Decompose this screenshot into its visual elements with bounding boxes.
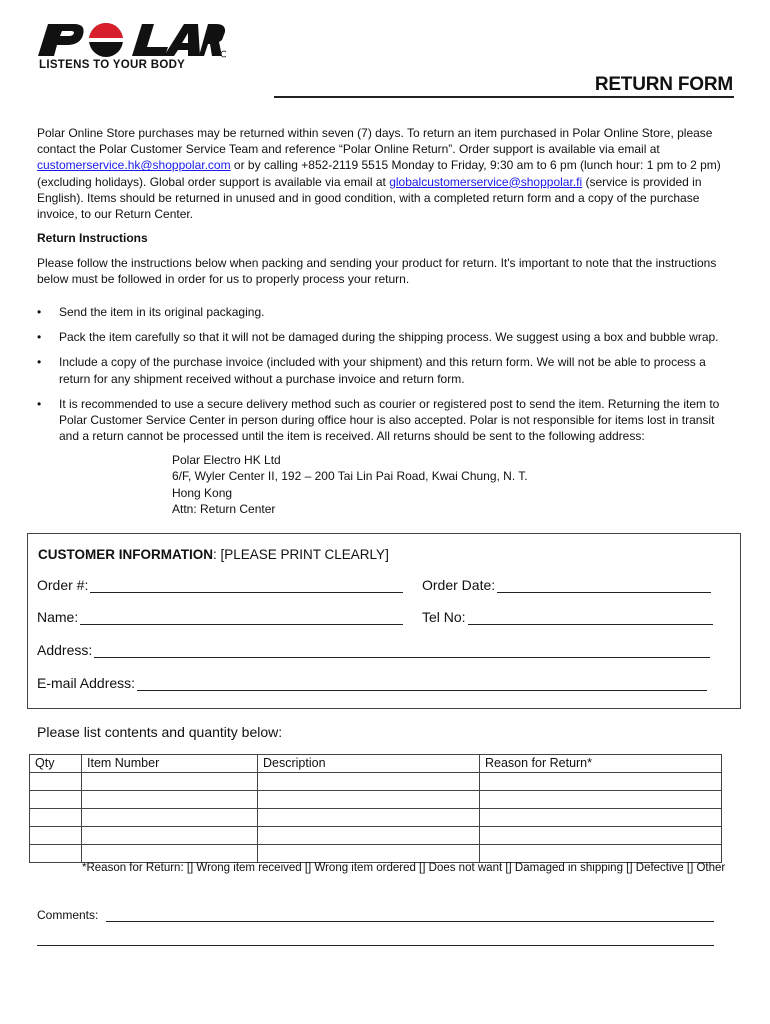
- form-title: RETURN FORM: [594, 74, 733, 95]
- table-row: [30, 791, 722, 809]
- address-line: Hong Kong: [172, 485, 233, 500]
- table-cell[interactable]: [30, 809, 82, 827]
- bullet-icon: •: [37, 305, 42, 319]
- table-cell[interactable]: [30, 845, 82, 863]
- list-item: • Pack the item carefully so that it will not be damaged during the shipping process. We suggest using a box and bubble wrap.: [37, 330, 719, 345]
- list-item: • It is recommended to use a secure delivery method such as courier or registered post to send the item. Returning the item to Polar Customer Service Center in person during office hour is also accepted. Polar is not responsible for items lost in transit and a return cannot be processed until the item is received. All returns should be sent to the following address:: [37, 396, 720, 444]
- table-cell[interactable]: [82, 845, 258, 863]
- brand-tagline: LISTENS TO YOUR BODY: [39, 59, 186, 71]
- column-header-item-number: Item Number: [82, 755, 258, 773]
- contents-heading: Please list contents and quantity below:: [37, 724, 283, 740]
- customer-information-heading: CUSTOMER INFORMATION: [PLEASE PRINT CLEARLY]: [38, 547, 389, 562]
- address-line: Polar Electro HK Ltd: [172, 453, 281, 467]
- global-service-email-link[interactable]: globalcustomerservice@shoppolar.fi: [389, 174, 583, 189]
- order-number-field[interactable]: Order #:: [37, 577, 403, 593]
- reason-for-return-note: *Reason for Return: [] Wrong item received [] Wrong item ordered [] Does not want [] Damaged in shipping [] Defective [] Other: [82, 862, 726, 874]
- table-cell[interactable]: [82, 809, 258, 827]
- intro-text-1: Polar Online Store purchases may be returned within seven (7) days. To return an item purchased in Polar Online Store, please contact the Polar Customer Service Team and reference “Polar Online Return”. Order support is available via email at: [37, 126, 713, 157]
- table-cell[interactable]: [480, 845, 722, 863]
- table-cell[interactable]: [480, 773, 722, 791]
- return-instructions-heading: Return Instructions: [37, 231, 148, 245]
- contents-table: [29, 754, 722, 863]
- table-row: [30, 845, 722, 863]
- table-cell[interactable]: [258, 845, 480, 863]
- table-cell[interactable]: [30, 773, 82, 791]
- comments-label: Comments:: [37, 908, 99, 922]
- table-cell[interactable]: [480, 827, 722, 845]
- name-field[interactable]: Name:: [37, 609, 403, 625]
- intro-paragraph: [37, 125, 737, 222]
- table-cell[interactable]: [258, 809, 480, 827]
- table-row: [30, 809, 722, 827]
- polar-wordmark-icon: [36, 20, 226, 60]
- tel-field[interactable]: Tel No:: [422, 609, 713, 625]
- table-row: [30, 773, 722, 791]
- comments-field[interactable]: [37, 908, 714, 922]
- address-line: 6/F, Wyler Center II, 192 – 200 Tai Lin Pai Road, Kwai Chung, N. T.: [172, 469, 528, 484]
- bullet-icon: •: [37, 330, 42, 345]
- instruction-list: [37, 304, 737, 453]
- bullet-icon: •: [37, 396, 42, 411]
- table-cell[interactable]: [480, 809, 722, 827]
- table-cell[interactable]: [258, 827, 480, 845]
- bullet-icon: •: [37, 355, 42, 370]
- table-cell[interactable]: [258, 773, 480, 791]
- order-date-field[interactable]: Order Date:: [422, 577, 711, 593]
- table-cell[interactable]: [258, 791, 480, 809]
- list-item: • Send the item in its original packaging.: [37, 305, 265, 319]
- return-address: [172, 452, 528, 517]
- customer-information-box: [27, 533, 741, 709]
- customer-service-email-link[interactable]: customerservice.hk@shoppolar.com: [37, 158, 231, 173]
- table-cell[interactable]: [480, 791, 722, 809]
- column-header-reason: Reason for Return*: [480, 755, 722, 773]
- table-row: [30, 827, 722, 845]
- column-header-qty: Qty: [30, 755, 82, 773]
- table-cell[interactable]: [30, 827, 82, 845]
- table-cell[interactable]: [82, 791, 258, 809]
- table-cell[interactable]: [30, 791, 82, 809]
- comments-second-line[interactable]: [37, 945, 714, 946]
- address-line: Attn: Return Center: [172, 501, 276, 516]
- table-cell[interactable]: [82, 827, 258, 845]
- table-cell[interactable]: [82, 773, 258, 791]
- title-divider: [274, 96, 734, 98]
- email-field[interactable]: E-mail Address:: [37, 675, 707, 691]
- intro-text-2: or by calling +852-2119 5515 Monday to Friday, 9:30 am to 6 pm (lunch hour: 1 pm to 2 pm) (excluding holidays). Global order support is available via email at: [37, 158, 721, 189]
- intro-text-3: (service is provided in English). Items should be returned in unused and in good condition, with a completed return form and a copy of the purchase invoice, to our Return Center.: [37, 174, 702, 222]
- column-header-description: Description: [258, 755, 480, 773]
- list-item: • Include a copy of the purchase invoice (included with your shipment) and this return form. We will not be able to process a return for any shipment received without a purchase invoice and return form.: [37, 355, 706, 386]
- return-instructions-text: Please follow the instructions below when packing and sending your product for return. It's important to note that the instructions below must be followed in order for us to properly process your return.: [37, 256, 717, 287]
- table-header-row: [30, 755, 722, 773]
- address-field[interactable]: Address:: [37, 642, 710, 658]
